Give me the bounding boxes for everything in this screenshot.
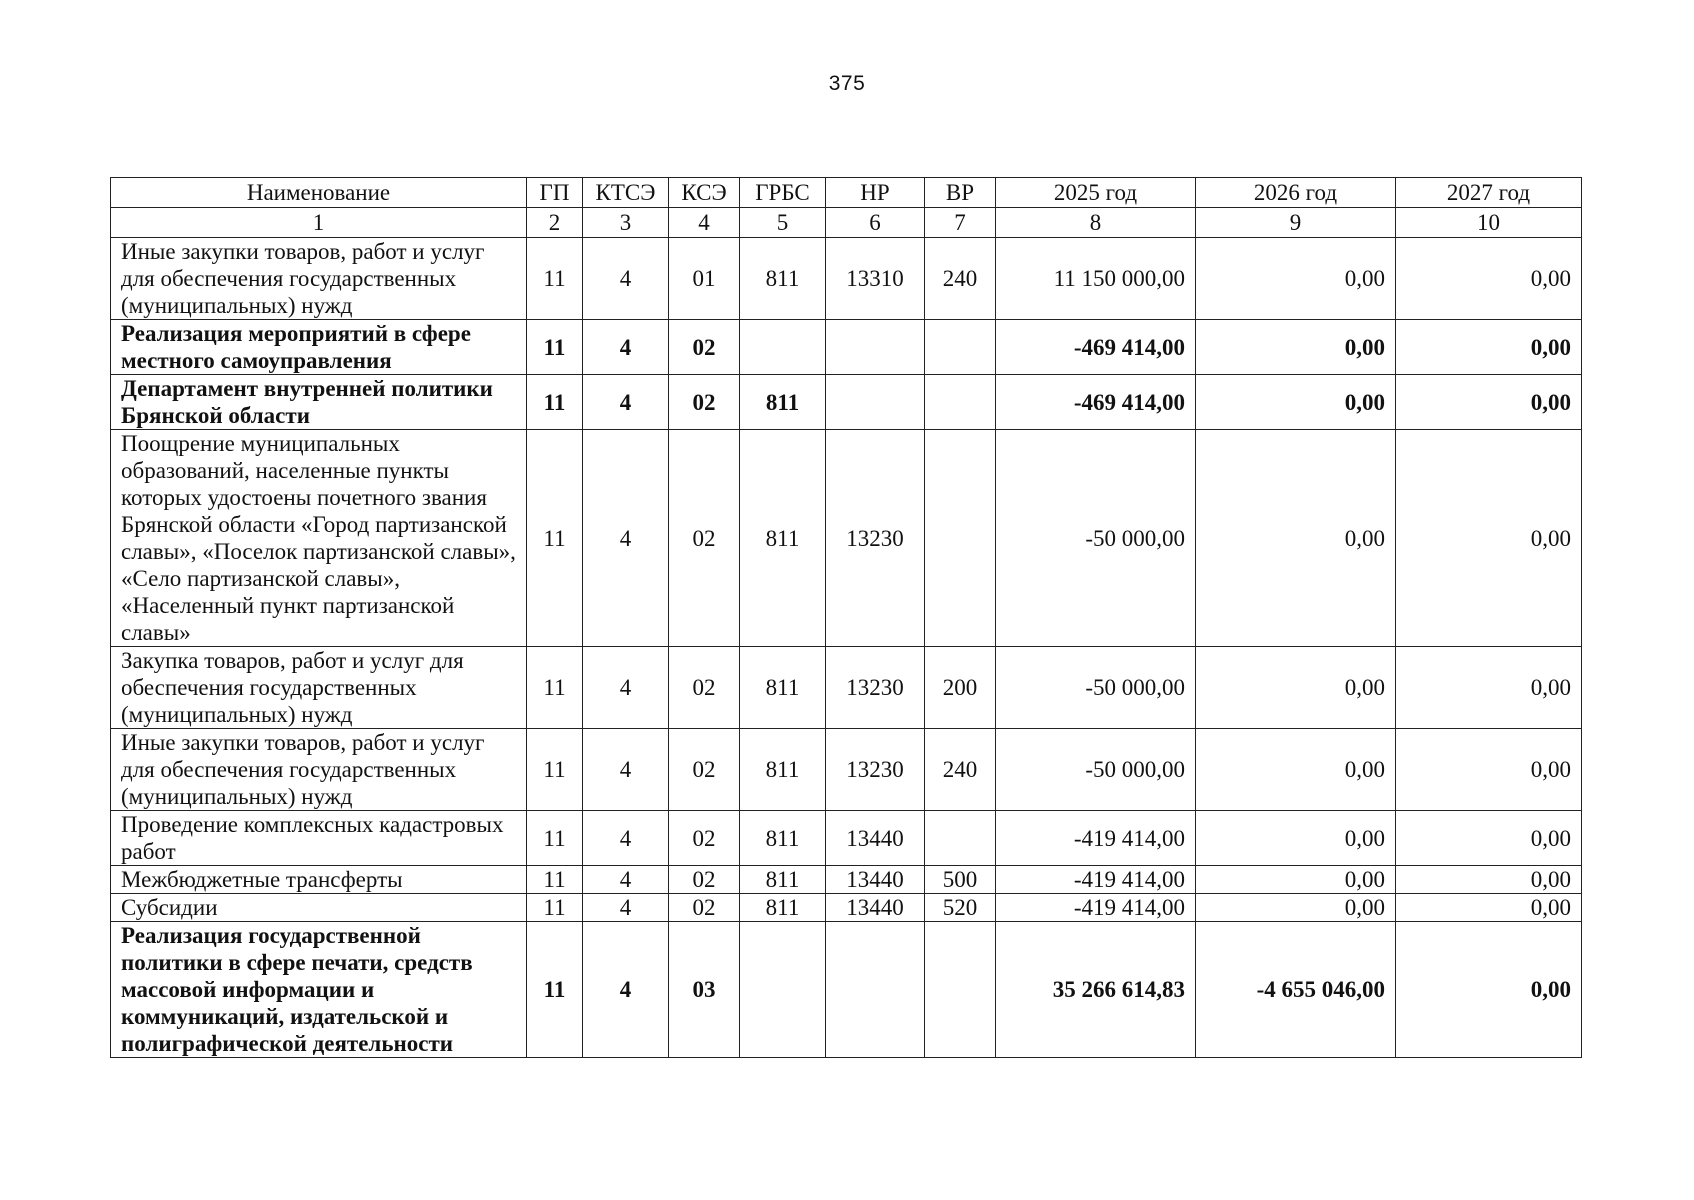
- column-index-cell: 9: [1196, 208, 1396, 238]
- cell-ktse: 4: [583, 922, 669, 1058]
- cell-2027: 0,00: [1396, 729, 1582, 811]
- cell-grbs: 811: [740, 866, 826, 894]
- cell-kse: 03: [669, 922, 740, 1058]
- cell-name: Межбюджетные трансферты: [111, 866, 527, 894]
- cell-vr: 520: [925, 894, 996, 922]
- cell-nr: [826, 320, 925, 375]
- cell-2027: 0,00: [1396, 894, 1582, 922]
- cell-ktse: 4: [583, 729, 669, 811]
- cell-2025: -469 414,00: [996, 320, 1196, 375]
- cell-gp: 11: [527, 238, 583, 320]
- cell-kse: 02: [669, 375, 740, 430]
- cell-ktse: 4: [583, 375, 669, 430]
- cell-gp: 11: [527, 430, 583, 647]
- column-index-cell: 3: [583, 208, 669, 238]
- cell-2025: 35 266 614,83: [996, 922, 1196, 1058]
- cell-name: Иные закупки товаров, работ и услуг для обеспечения государственных (муниципальных) нужд: [111, 238, 527, 320]
- cell-nr: 13230: [826, 430, 925, 647]
- cell-name: Иные закупки товаров, работ и услуг для обеспечения государственных (муниципальных) нужд: [111, 729, 527, 811]
- cell-ktse: 4: [583, 866, 669, 894]
- cell-gp: 11: [527, 647, 583, 729]
- cell-2026: 0,00: [1196, 375, 1396, 430]
- cell-nr: 13230: [826, 647, 925, 729]
- cell-name: Реализация мероприятий в сфере местного самоуправления: [111, 320, 527, 375]
- header-cell-kse: КСЭ: [669, 178, 740, 208]
- table-row: [111, 729, 1582, 811]
- cell-grbs: 811: [740, 430, 826, 647]
- column-index-cell: 2: [527, 208, 583, 238]
- cell-name: Поощрение муниципальных образований, населенные пункты которых удостоены почетного звания Брянской области «Город партизанской славы», «Поселок партизанской славы», «Село партизанской славы», «Населенный пункт партизанской славы»: [111, 430, 527, 647]
- header-cell-grbs: ГРБС: [740, 178, 826, 208]
- cell-kse: 02: [669, 866, 740, 894]
- header-cell-2027: 2027 год: [1396, 178, 1582, 208]
- cell-vr: 240: [925, 729, 996, 811]
- cell-2025: 11 150 000,00: [996, 238, 1196, 320]
- cell-gp: 11: [527, 729, 583, 811]
- cell-2025: -50 000,00: [996, 430, 1196, 647]
- table-row: [111, 647, 1582, 729]
- cell-nr: 13440: [826, 811, 925, 866]
- cell-nr: 13310: [826, 238, 925, 320]
- table-row: [111, 922, 1582, 1058]
- cell-grbs: 811: [740, 729, 826, 811]
- cell-2026: -4 655 046,00: [1196, 922, 1396, 1058]
- cell-vr: [925, 811, 996, 866]
- cell-ktse: 4: [583, 647, 669, 729]
- cell-kse: 02: [669, 430, 740, 647]
- cell-ktse: 4: [583, 811, 669, 866]
- table-row: [111, 238, 1582, 320]
- cell-name: Департамент внутренней политики Брянской области: [111, 375, 527, 430]
- table-row: [111, 894, 1582, 922]
- cell-nr: [826, 375, 925, 430]
- cell-gp: 11: [527, 894, 583, 922]
- cell-kse: 02: [669, 811, 740, 866]
- cell-kse: 02: [669, 647, 740, 729]
- cell-grbs: [740, 922, 826, 1058]
- header-cell-2026: 2026 год: [1196, 178, 1396, 208]
- cell-2025: -419 414,00: [996, 894, 1196, 922]
- cell-2026: 0,00: [1196, 866, 1396, 894]
- cell-nr: 13440: [826, 866, 925, 894]
- cell-2026: 0,00: [1196, 647, 1396, 729]
- cell-2027: 0,00: [1396, 811, 1582, 866]
- table-row: [111, 430, 1582, 647]
- page-number: 375: [828, 72, 866, 95]
- cell-gp: 11: [527, 866, 583, 894]
- cell-2026: 0,00: [1196, 729, 1396, 811]
- column-index-cell: 10: [1396, 208, 1582, 238]
- budget-table: [110, 177, 1582, 1058]
- cell-2027: 0,00: [1396, 647, 1582, 729]
- cell-2025: -50 000,00: [996, 647, 1196, 729]
- cell-name: Субсидии: [111, 894, 527, 922]
- cell-2027: 0,00: [1396, 238, 1582, 320]
- cell-ktse: 4: [583, 894, 669, 922]
- cell-name: Реализация государственной политики в сфере печати, средств массовой информации и коммуникаций, издательской и полиграфической деятельности: [111, 922, 527, 1058]
- column-index-cell: 8: [996, 208, 1196, 238]
- header-cell-gp: ГП: [527, 178, 583, 208]
- cell-name: Проведение комплексных кадастровых работ: [111, 811, 527, 866]
- cell-2027: 0,00: [1396, 375, 1582, 430]
- cell-2025: -419 414,00: [996, 866, 1196, 894]
- cell-ktse: 4: [583, 320, 669, 375]
- cell-gp: 11: [527, 375, 583, 430]
- cell-2026: 0,00: [1196, 238, 1396, 320]
- column-index-row: [111, 208, 1582, 238]
- cell-gp: 11: [527, 320, 583, 375]
- cell-2026: 0,00: [1196, 320, 1396, 375]
- cell-grbs: [740, 320, 826, 375]
- column-index-cell: 1: [111, 208, 527, 238]
- cell-2027: 0,00: [1396, 866, 1582, 894]
- cell-2027: 0,00: [1396, 430, 1582, 647]
- cell-vr: [925, 430, 996, 647]
- cell-grbs: 811: [740, 811, 826, 866]
- header-cell-vr: ВР: [925, 178, 996, 208]
- cell-gp: 11: [527, 811, 583, 866]
- header-cell-name: Наименование: [111, 178, 527, 208]
- column-index-cell: 4: [669, 208, 740, 238]
- cell-2026: 0,00: [1196, 894, 1396, 922]
- cell-nr: 13230: [826, 729, 925, 811]
- cell-2027: 0,00: [1396, 922, 1582, 1058]
- cell-vr: 500: [925, 866, 996, 894]
- cell-vr: 200: [925, 647, 996, 729]
- header-row: [111, 178, 1582, 208]
- cell-2027: 0,00: [1396, 320, 1582, 375]
- cell-gp: 11: [527, 922, 583, 1058]
- cell-2025: -419 414,00: [996, 811, 1196, 866]
- cell-grbs: 811: [740, 894, 826, 922]
- cell-vr: [925, 375, 996, 430]
- cell-kse: 01: [669, 238, 740, 320]
- column-index-cell: 6: [826, 208, 925, 238]
- cell-ktse: 4: [583, 238, 669, 320]
- cell-2026: 0,00: [1196, 811, 1396, 866]
- cell-name: Закупка товаров, работ и услуг для обеспечения государственных (муниципальных) нужд: [111, 647, 527, 729]
- cell-nr: 13440: [826, 894, 925, 922]
- table-row: [111, 811, 1582, 866]
- column-index-cell: 7: [925, 208, 996, 238]
- cell-kse: 02: [669, 729, 740, 811]
- table-row: [111, 375, 1582, 430]
- header-cell-2025: 2025 год: [996, 178, 1196, 208]
- cell-vr: [925, 320, 996, 375]
- header-cell-nr: НР: [826, 178, 925, 208]
- table-row: [111, 320, 1582, 375]
- cell-vr: 240: [925, 238, 996, 320]
- cell-nr: [826, 922, 925, 1058]
- cell-kse: 02: [669, 894, 740, 922]
- cell-grbs: 811: [740, 375, 826, 430]
- column-index-cell: 5: [740, 208, 826, 238]
- table-row: [111, 866, 1582, 894]
- cell-2025: -469 414,00: [996, 375, 1196, 430]
- cell-grbs: 811: [740, 238, 826, 320]
- cell-vr: [925, 922, 996, 1058]
- cell-ktse: 4: [583, 430, 669, 647]
- header-cell-ktse: КТСЭ: [583, 178, 669, 208]
- cell-grbs: 811: [740, 647, 826, 729]
- cell-2026: 0,00: [1196, 430, 1396, 647]
- cell-2025: -50 000,00: [996, 729, 1196, 811]
- cell-kse: 02: [669, 320, 740, 375]
